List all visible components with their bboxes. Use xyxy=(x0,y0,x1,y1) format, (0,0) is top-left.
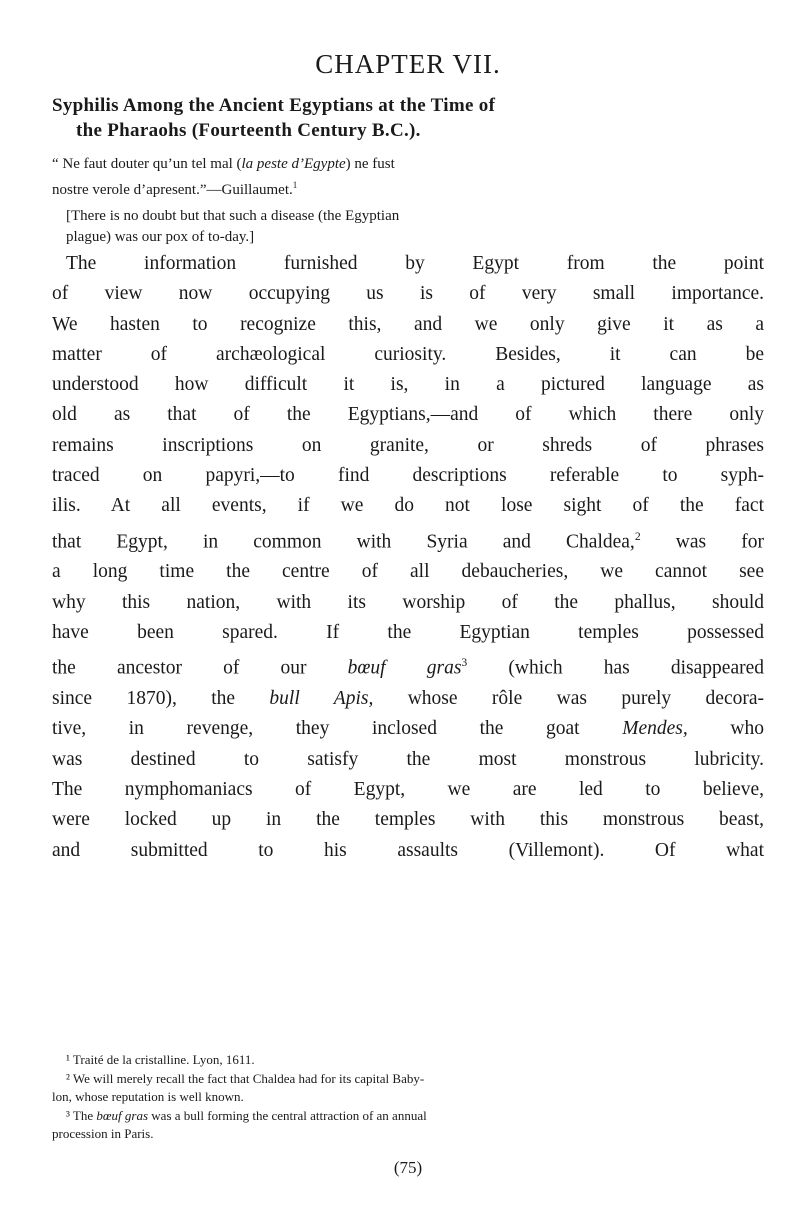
body-text-span: who xyxy=(687,718,764,740)
footnote-ref-3: 3 xyxy=(461,656,468,670)
quote-text-b: ) ne fust xyxy=(345,156,395,172)
footnote-text: was a bull forming the central attraction of an annual xyxy=(148,1107,427,1123)
body-line: old as that of the Egyptians,—and of which there only xyxy=(52,404,764,426)
body-line: have been spared. If the Egyptian temples possessed xyxy=(52,622,764,644)
body-line: were locked up in the temples with this monstrous beast, xyxy=(52,809,764,831)
translation-line-2: plague) was our pox of to-day.] xyxy=(66,229,255,245)
body-text-span: whose rôle was purely decora- xyxy=(373,688,764,710)
body-line: The nymphomaniacs of Egypt, we are led to believe, xyxy=(52,779,764,801)
body-line: matter of archæological curiosity. Besides, it can be xyxy=(52,343,764,365)
body-text-span: tive, in revenge, they inclosed the goat xyxy=(52,718,623,740)
italic-term: bull Apis, xyxy=(269,688,374,710)
body-line: and submitted to his assaults (Villemont). Of what xyxy=(52,839,764,861)
footnote-3-continued: procession in Paris. xyxy=(52,1126,154,1141)
body-line: why this nation, with its worship of the phallus, should xyxy=(52,591,764,613)
body-line: traced on papyri,—to find descriptions referable to syph- xyxy=(52,465,764,487)
footnotes xyxy=(52,1051,764,1144)
section-heading-line-2: the Pharaohs (Fourteenth Century B.C.). xyxy=(76,120,421,141)
body-line: ilis. At all events, if we do not lose sight of the fact xyxy=(52,495,764,517)
body-text-span: the ancestor of our xyxy=(52,657,348,679)
body-text-span: (which has disappeared xyxy=(467,657,764,679)
body-line: remains inscriptions on granite, or shreds of phrases xyxy=(52,434,764,456)
body-paragraph xyxy=(52,249,764,866)
body-line: We hasten to recognize this, and we only give it as a xyxy=(52,313,764,335)
section-heading-line-1: Syphilis Among the Ancient Egyptians at the Time of xyxy=(52,95,496,116)
quote-text-a: “ Ne faut douter qu’un tel mal ( xyxy=(52,156,242,172)
body-text-span: was for xyxy=(640,531,764,553)
body-line xyxy=(52,648,764,684)
translation-line-1: [There is no doubt but that such a disease (the Egyptian xyxy=(66,208,400,224)
body-line xyxy=(52,522,764,558)
body-text-span: that Egypt, in common with Syria and Chaldea, xyxy=(52,531,635,553)
body-line: The information furnished by Egypt from the point xyxy=(66,253,764,274)
body-line xyxy=(52,714,764,744)
footnote-2-continued: lon, whose reputation is well known. xyxy=(52,1089,244,1104)
page-number: (75) xyxy=(393,1158,423,1177)
quote-line-2 xyxy=(52,175,764,201)
body-line: was destined to satisfy the most monstrous lubricity. xyxy=(52,748,764,770)
body-line xyxy=(52,684,764,714)
chapter-title: CHAPTER VII. xyxy=(315,49,501,79)
quote-translation xyxy=(66,206,756,248)
quote-attribution: nostre verole d’apresent.”—Guillaumet. xyxy=(52,182,293,198)
footnote-ref-1: 1 xyxy=(292,180,298,190)
body-line: of view now occupying us is of very small importance. xyxy=(52,283,764,305)
body-line: understood how difficult it is, in a pictured language as xyxy=(52,374,764,396)
epigraph-quote xyxy=(52,154,764,201)
quote-italic: la peste d’Egypte xyxy=(241,156,346,172)
italic-term: Mendes, xyxy=(622,718,688,740)
section-heading xyxy=(52,93,764,143)
footnote-1: ¹ Traité de la cristalline. Lyon, 1611. xyxy=(66,1052,255,1067)
footnote-2: ² We will merely recall the fact that Chaldea had for its capital Baby- xyxy=(66,1070,425,1086)
italic-term: bœuf gras xyxy=(347,657,462,679)
footnote-ref-2: 2 xyxy=(634,529,641,543)
body-line: a long time the centre of all debaucheries, we cannot see xyxy=(52,561,764,583)
italic-term: bœuf gras xyxy=(96,1107,149,1123)
footnote-text: ³ The xyxy=(66,1107,97,1123)
body-text-span: since 1870), the xyxy=(52,688,270,710)
footnote-3 xyxy=(52,1107,764,1126)
